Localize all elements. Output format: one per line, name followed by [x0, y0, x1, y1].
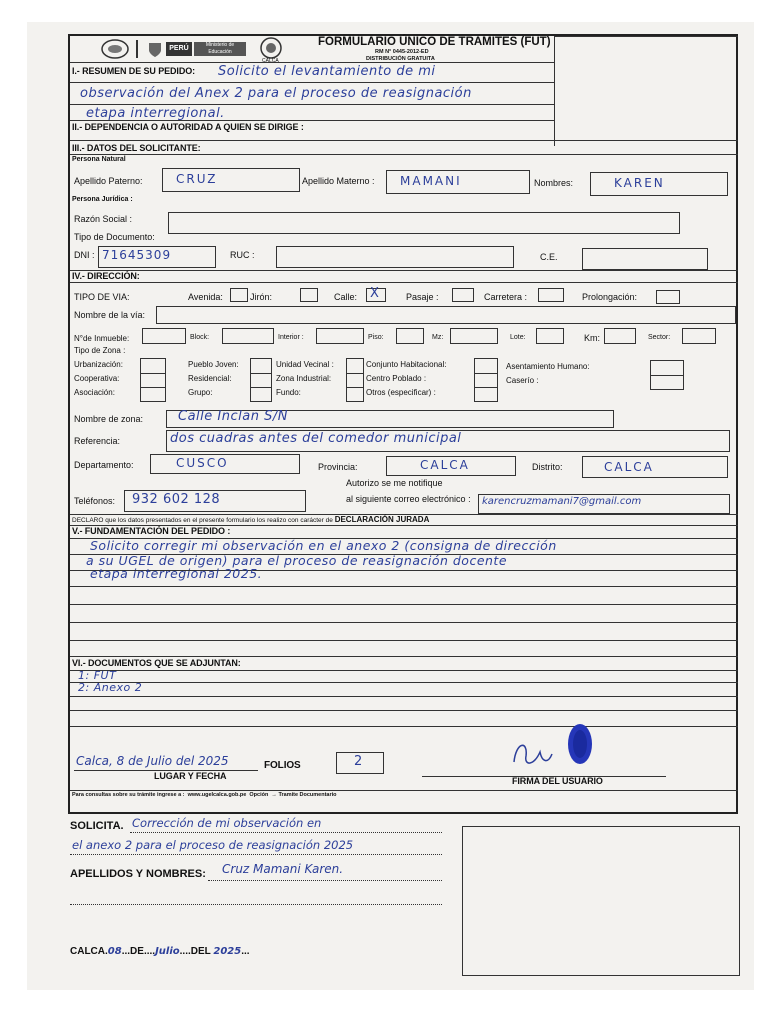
- inmueble-field[interactable]: [142, 328, 186, 344]
- nombre-via-label: Nombre de la vía:: [74, 310, 146, 320]
- tipo-documento-label: Tipo de Documento:: [74, 232, 155, 242]
- tipo-zona-label: Tipo de Zona :: [74, 346, 126, 355]
- stub-apellidos-value: Cruz Mamani Karen.: [222, 862, 344, 876]
- section-1-label: I.- RESUMEN DE SU PEDIDO:: [72, 66, 196, 76]
- calca-label: CALCA: [262, 58, 279, 64]
- otros-label: Otros (especificar) :: [366, 388, 436, 397]
- ruc-label: RUC :: [230, 250, 255, 260]
- section-4-label: IV.- DIRECCIÓN:: [72, 271, 140, 281]
- provincia-value: CALCA: [420, 458, 470, 472]
- asentamiento-label: Asentamiento Humano:: [506, 362, 590, 371]
- calle-check-mark: X: [370, 286, 380, 301]
- peru-logo: PERÚ: [166, 42, 192, 56]
- documento-item-2: 2: Anexo 2: [78, 681, 143, 694]
- documento-item-1: 1: FUT: [78, 669, 117, 682]
- apellido-materno-label: Apellido Materno :: [302, 176, 375, 186]
- pasaje-label: Pasaje :: [406, 292, 439, 302]
- zona-industrial-label: Zona Industrial:: [276, 374, 332, 383]
- autorizo-line-2: al siguiente correo electrónico :: [346, 494, 471, 504]
- zona-col3-boxes[interactable]: [346, 358, 364, 402]
- stub-fecha: CALCA.08...DE....Julio....DEL 2025...: [70, 946, 250, 957]
- calca-seal-icon: [258, 36, 284, 60]
- signature-icon: [506, 722, 596, 778]
- shield-icon: [146, 40, 164, 58]
- fut-form: [68, 34, 738, 814]
- nombres-label: Nombres:: [534, 178, 574, 188]
- resumen-line-2: observación del Anex 2 para el proceso de reasignación: [80, 86, 472, 101]
- razon-social-label: Razón Social :: [74, 214, 133, 224]
- form-title: FORMULARIO ÚNICO DE TRAMITES (FUT): [318, 36, 551, 48]
- zona-col2-boxes[interactable]: [250, 358, 272, 402]
- avenida-label: Avenida:: [188, 292, 223, 302]
- apellido-paterno-value: CRUZ: [176, 172, 218, 186]
- jiron-label: Jirón:: [250, 292, 273, 302]
- sector-label: Sector:: [648, 334, 671, 341]
- interior-field[interactable]: [316, 328, 364, 344]
- nombre-zona-value: Calle Inclan S/N: [178, 409, 288, 424]
- jiron-checkbox[interactable]: [300, 288, 318, 302]
- dni-label: DNI :: [74, 250, 95, 260]
- distribution-label: DISTRIBUCIÓN GRATUITA: [366, 56, 435, 62]
- nombre-via-field[interactable]: [156, 306, 736, 324]
- urbanizacion-label: Urbanización:: [74, 360, 123, 369]
- prolongacion-checkbox[interactable]: [656, 290, 680, 304]
- dni-value: 71645309: [102, 248, 172, 262]
- rm-number: RM N° 0445-2012-ED: [375, 49, 429, 55]
- lugar-fecha-label: LUGAR Y FECHA: [154, 771, 227, 781]
- section-2-label: II.- DEPENDENCIA O AUTORIDAD A QUIEN SE DIRIGE :: [72, 122, 304, 132]
- stub-solicita-1: Corrección de mi observación en: [132, 816, 322, 830]
- carretera-label: Carretera :: [484, 292, 528, 302]
- centro-poblado-label: Centro Poblado :: [366, 374, 427, 383]
- ce-label: C.E.: [540, 252, 558, 262]
- ministry-logo: Ministerio de Educación: [194, 42, 246, 56]
- carretera-checkbox[interactable]: [538, 288, 564, 302]
- correo-value: karencruzmamani7@gmail.com: [482, 496, 642, 507]
- section-5-label: V.- FUNDAMENTACIÓN DEL PEDIDO :: [72, 526, 231, 536]
- minedu-emblem-icon: [100, 38, 130, 60]
- calle-label: Calle:: [334, 292, 358, 302]
- stub-solicita-2: el anexo 2 para el proceso de reasignación 2025: [72, 838, 354, 852]
- stub-solicita-label: SOLICITA.: [70, 820, 124, 832]
- departamento-value: CUSCO: [176, 456, 229, 470]
- residencial-label: Residencial:: [188, 374, 232, 383]
- resumen-line-3: etapa interregional.: [86, 106, 225, 121]
- autorizo-line-1: Autorizo se me notifique: [346, 478, 443, 488]
- folios-value: 2: [354, 754, 363, 769]
- ruc-field[interactable]: [276, 246, 514, 268]
- pasaje-checkbox[interactable]: [452, 288, 474, 302]
- piso-label: Piso:: [368, 334, 384, 341]
- sector-field[interactable]: [682, 328, 716, 344]
- folios-label: FOLIOS: [264, 760, 301, 771]
- avenida-checkbox[interactable]: [230, 288, 248, 302]
- caserio-label: Caserío :: [506, 376, 539, 385]
- lote-label: Lote:: [510, 334, 526, 341]
- inmueble-label: N°de Inmueble:: [74, 334, 130, 343]
- firma-label: FIRMA DEL USUARIO: [512, 776, 603, 786]
- pueblo-joven-label: Pueblo Joven:: [188, 360, 239, 369]
- nombres-value: KAREN: [614, 176, 665, 190]
- unidad-vecinal-label: Unidad Vecinal :: [276, 360, 334, 369]
- zona-col1-boxes[interactable]: [140, 358, 166, 402]
- fundamentacion-line-2: a su UGEL de origen) para el proceso de reasignación docente: [86, 553, 508, 568]
- mz-field[interactable]: [450, 328, 498, 344]
- fundo-label: Fundo:: [276, 388, 301, 397]
- km-field[interactable]: [604, 328, 636, 344]
- referencia-value: dos cuadras antes del comedor municipal: [170, 431, 462, 446]
- km-label: Km:: [584, 333, 601, 343]
- resumen-line-1: Solicito el levantamiento de mi: [218, 64, 436, 79]
- asociacion-label: Asociación:: [74, 388, 115, 397]
- stub-stamp-box: [462, 826, 740, 976]
- distrito-value: CALCA: [604, 460, 654, 474]
- consultas-text: Para consultas sobre su trámite ingrese a : www.ugelcalca.gob.pe Opción → Tramite Documentario: [72, 792, 337, 798]
- razon-social-field[interactable]: [168, 212, 680, 234]
- cooperativa-label: Cooperativa:: [74, 374, 120, 383]
- mz-label: Mz:: [432, 334, 444, 341]
- referencia-label: Referencia:: [74, 436, 121, 446]
- lote-field[interactable]: [536, 328, 564, 344]
- block-label: Block:: [190, 334, 210, 341]
- ce-field[interactable]: [582, 248, 708, 270]
- section-3-label: III.- DATOS DEL SOLICITANTE:: [72, 143, 201, 153]
- piso-field[interactable]: [396, 328, 424, 344]
- grupo-label: Grupo:: [188, 388, 213, 397]
- prolongacion-label: Prolongación:: [582, 292, 638, 302]
- persona-natural-label: Persona Natural: [72, 156, 126, 163]
- apellido-paterno-label: Apellido Paterno:: [74, 176, 143, 186]
- section-6-label: VI.- DOCUMENTOS QUE SE ADJUNTAN:: [72, 658, 241, 668]
- departamento-label: Departamento:: [74, 460, 134, 470]
- conjunto-label: Conjunto Habitacional:: [366, 360, 447, 369]
- zona-col4-boxes[interactable]: [474, 358, 498, 402]
- lugar-fecha-value: Calca, 8 de Julio del 2025: [76, 754, 229, 768]
- block-field[interactable]: [222, 328, 274, 344]
- declaro-text: DECLARO que los datos presentados en el presente formulario los realizo con carácter de DECLARACIÓN JURADA: [72, 515, 430, 524]
- stub-apellidos-label: APELLIDOS Y NOMBRES:: [70, 868, 206, 880]
- apellido-materno-value: MAMANI: [400, 174, 462, 188]
- interior-label: Interior :: [278, 334, 304, 341]
- distrito-label: Distrito:: [532, 462, 563, 472]
- fundamentacion-line-3: etapa interregional 2025.: [90, 566, 263, 581]
- persona-juridica-label: Persona Jurídica :: [72, 196, 133, 203]
- telefonos-label: Teléfonos:: [74, 496, 116, 506]
- fundamentacion-line-1: Solicito corregir mi observación en el anexo 2 (consigna de dirección: [90, 538, 557, 553]
- provincia-label: Provincia:: [318, 462, 358, 472]
- telefono-value: 932 602 128: [132, 492, 221, 507]
- nombre-zona-label: Nombre de zona:: [74, 414, 144, 424]
- tipo-via-label: TIPO DE VIA:: [74, 292, 130, 302]
